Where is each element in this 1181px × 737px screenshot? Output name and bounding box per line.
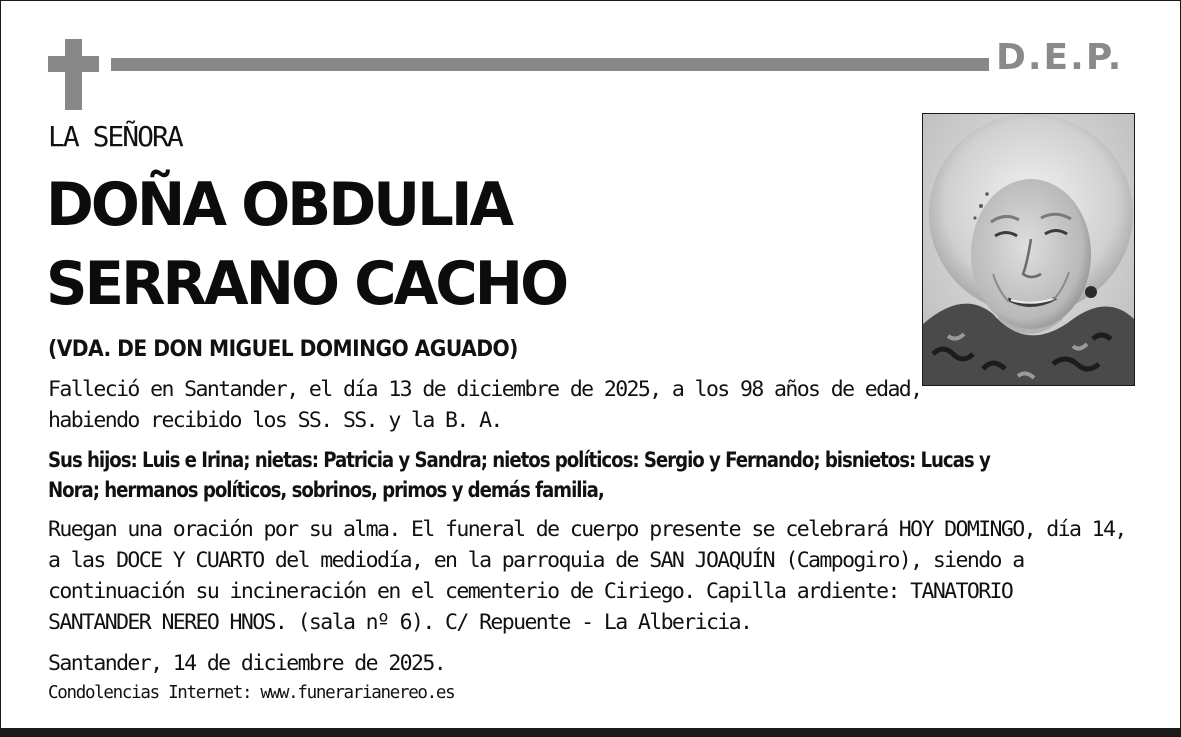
deceased-name-line-1: DOÑA OBDULIA <box>46 170 512 240</box>
ceremony-paragraph <box>48 514 1126 638</box>
bottom-border-bar <box>1 728 1180 736</box>
ceremony-line: SANTANDER NEREO HNOS. (sala nº 6). C/ Repuente - La Albericia. <box>48 610 752 635</box>
dateline: Santander, 14 de diciembre de 2025. <box>48 651 446 676</box>
ceremony-line: continuación su incineración en el cementerio de Ciriego. Capilla ardiente: TANATORIO <box>48 579 1013 604</box>
death-line: Falleció en Santander, el día 13 de diciembre de 2025, a los 98 años de edad, <box>48 377 922 402</box>
ceremony-line: a las DOCE Y CUARTO del mediodía, en la parroquia de SAN JOAQUÍN (Campogiro), siendo a <box>48 548 1024 573</box>
honorific: LA SEÑORA <box>48 120 182 153</box>
header-rule <box>111 58 989 71</box>
deceased-name-line-2: SERRANO CACHO <box>46 249 567 319</box>
death-paragraph <box>48 374 922 436</box>
death-line: habiendo recibido los SS. SS. y la B. A. <box>48 408 502 433</box>
dep-label: D.E.P. <box>996 37 1124 78</box>
family-line: Nora; hermanos políticos, sobrinos, primos y demás familia, <box>48 478 604 502</box>
cross-vertical-bar <box>65 39 82 110</box>
cross-horizontal-bar <box>48 56 99 72</box>
ceremony-line: Ruegan una oración por su alma. El funeral de cuerpo presente se celebrará HOY DOMINGO, día 14, <box>48 517 1126 542</box>
condolences-line: Condolencias Internet: www.funerarianereo.es <box>48 683 455 703</box>
family-line: Sus hijos: Luis e Irina; nietas: Patricia y Sandra; nietos políticos: Sergio y Fernando; bisnietos: Lucas y <box>48 448 990 472</box>
family-paragraph <box>48 445 990 505</box>
widow-note: (VDA. DE DON MIGUEL DOMINGO AGUADO) <box>48 337 518 362</box>
portrait-photo-icon <box>922 113 1135 386</box>
